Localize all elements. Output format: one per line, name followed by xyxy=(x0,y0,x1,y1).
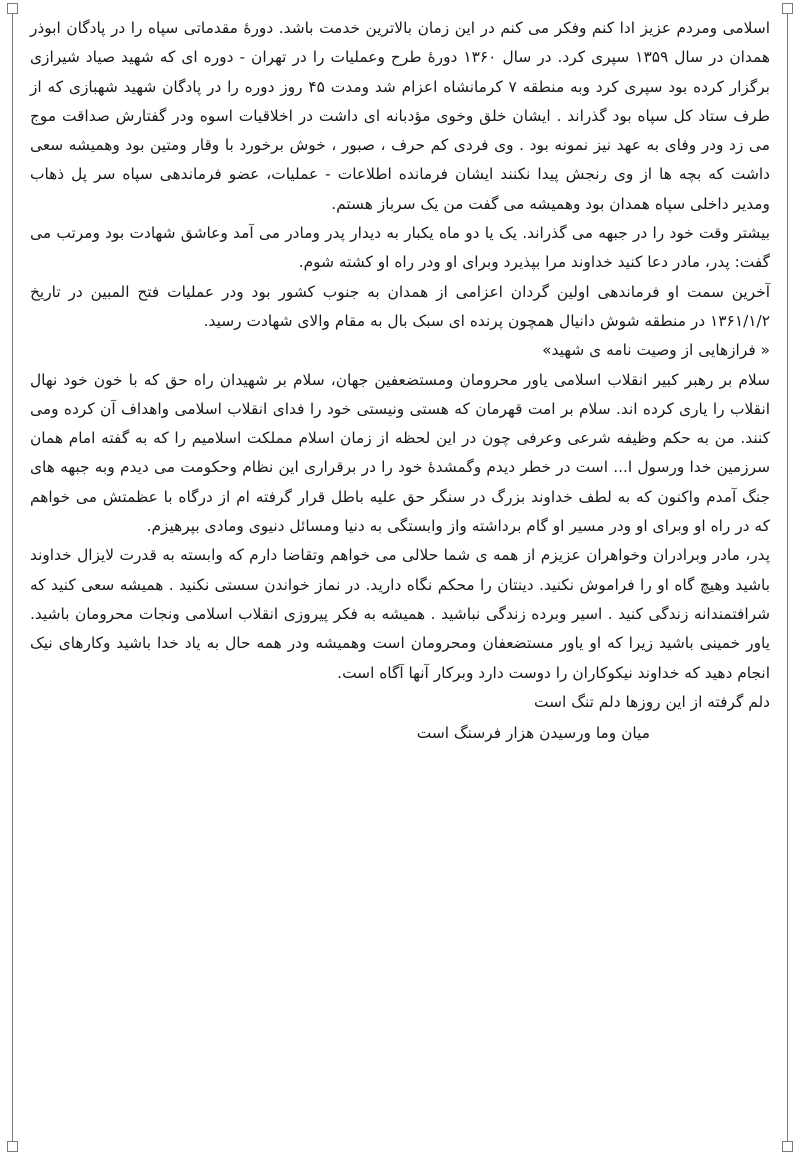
corner-mark xyxy=(7,1141,18,1152)
closing-verse-line: دلم گرفته از این روزها دلم تنگ است xyxy=(534,692,770,711)
biography-paragraph: اسلامی ومردم عزیز ادا کنم وفکر می کنم در این زمان بالاترین خدمت باشد. دورهٔ مقدماتی سپاه را در پادگان ابوذر همدان در سال ۱۳۵۹ سپری کرد. در سال ۱۳۶۰ دورهٔ طرح وعملیات را در تهران - دوره ای که شهید صیاد شیرازی برگزار کرده بود سپری کرد وبه منطقه ۷ کرمانشاه اعزام شد ومدت ۴۵ روز دوره را در پادگان شهید شهبازی که از طرف ستاد کل سپاه بود گذراند . ایشان خلق وخوی مؤدبانه ای داشت در اخلاقیات اسوه ودر گفتارش صداقت موج می زد ودر وفای به عهد نیز نمونه بود . وی فردی کم حرف ، صبور ، خوش برخورد با وقار ومتین بود وهمیشه سعی داشت که بچه ها از وی رنجش پیدا نکنند ایشان فرمانده اطلاعات - عملیات، عضو فرماندهی سپاه سر پل ذهاب ومدیر داخلی سپاه همدان بود وهمیشه می گفت من یک سرباز هستم. xyxy=(30,19,770,213)
closing-verse-line: میان وما ورسیدن هزار فرسنگ است xyxy=(416,724,650,743)
biography-paragraph: آخرین سمت او فرماندهی اولین گردان اعزامی از همدان به جنوب کشور بود ودر عملیات فتح المبین در تاریخ ۱۳۶۱/۱/۲ در منطقه شوش دانیال همچون پرنده ای سبک بال به مقام والای شهادت رسید. xyxy=(30,282,770,330)
corner-mark xyxy=(7,3,18,14)
corner-mark xyxy=(782,3,793,14)
corner-mark xyxy=(782,1141,793,1152)
will-heading: « فرازهایی از وصیت نامه ی شهید» xyxy=(542,341,770,360)
biography-paragraph: بیشتر وقت خود را در جبهه می گذراند. یک یا دو ماه یکبار به دیدار پدر ومادر می آمد وعاشق شهادت بود ومرتب می گفت: پدر، مادر دعا کنید خداوند مرا بپذیرد وبرای او ودر راه او کشته شوم. xyxy=(30,224,770,272)
will-paragraph: سلام بر رهبر کبیر انقلاب اسلامی یاور محرومان ومستضعفین جهان، سلام بر شهیدان راه حق که با خون خود نهال انقلاب را یاری کرده اند. سلام بر امت قهرمان که هستی ونیستی خود را فدای انقلاب اسلامی واهداف آن کرده ومی کنند. من به حکم وظیفه شرعی وعرفی چون در این لحظه از زمان اسلام مملکت اسلامیم را که به گفته امام همان سرزمین خدا ورسول ا... است در خطر دیدم وگمشدهٔ خود را در برقراری این نظام وحکومت می دیدم وبه جبهه های جنگ آمدم واکنون که به لطف خداوند بزرگ در سنگر حق علیه باطل قرار گرفته ام از درگاه با عظمتش می خواهم که در راه او وبرای او ودر مسیر او گام برداشته واز وابستگی به دنیا ومسائل دنیوی ومادی بپرهیزم. xyxy=(30,370,770,536)
will-paragraph: پدر، مادر وبرادران وخواهران عزیزم از همه ی شما حلالی می خواهم وتقاضا دارم که وابسته به قدرت لایزال خداوند باشید وهیچ گاه او را فراموش نکنید. دینتان را محکم نگاه دارید. در نماز خواندن سستی نکنید . همیشه سعی کنید که شرافتمندانه زندگی کنید . اسیر وبرده زندگی نباشید . همیشه به فکر پیروزی انقلاب اسلامی ونجات محرومان باشید. یاور خمینی باشید زیرا که او یاور مستضعفان ومحرومان است وهمیشه ودر همه حال به یاد خدا باشید وکارهای نیک انجام دهید که خداوند نیکوکاران را دوست دارد وبرکار آنها آگاه است. xyxy=(30,546,770,682)
document-body xyxy=(30,14,770,748)
